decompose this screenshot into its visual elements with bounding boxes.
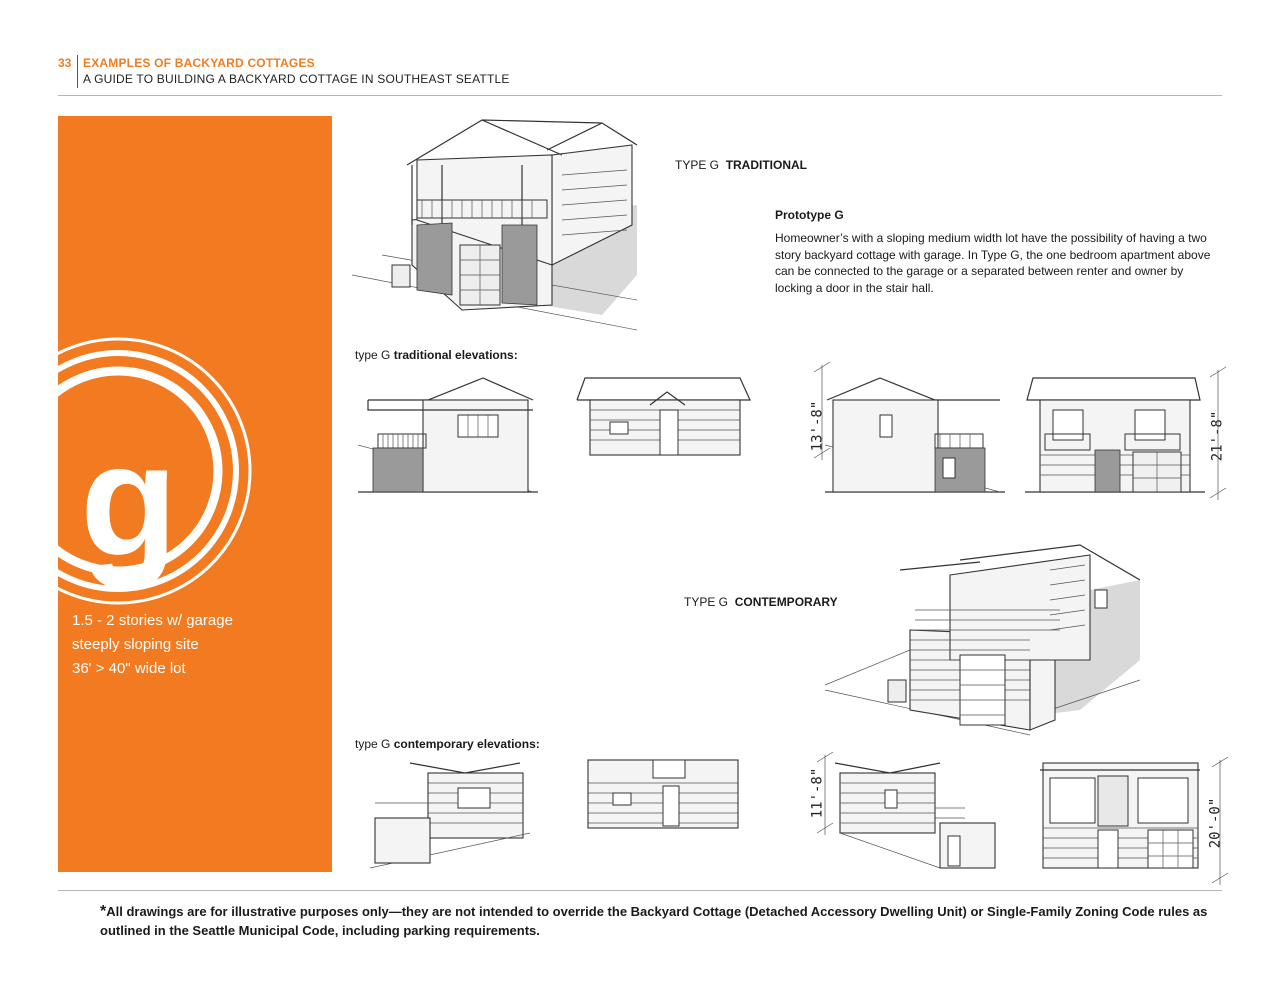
traditional-type-label — [675, 158, 807, 172]
contemporary-type-name: CONTEMPORARY — [734, 595, 838, 609]
traditional-dimension-line-right — [1208, 365, 1228, 505]
footer-rule — [58, 890, 1222, 891]
page-subtitle: A GUIDE TO BUILDING A BACKYARD COTTAGE IN SOUTHEAST SEATTLE — [83, 72, 510, 86]
traditional-elev-title: traditional elevations: — [393, 348, 518, 362]
type-letter: g — [80, 410, 178, 589]
footnote-marker: * — [100, 903, 107, 920]
header-rule — [58, 95, 1222, 96]
traditional-type-prefix: TYPE G — [675, 158, 720, 172]
traditional-elevations-label — [355, 348, 518, 362]
panel-line-site: steeply sloping site — [72, 636, 199, 653]
contemporary-elevation-front — [583, 758, 743, 833]
traditional-elevation-side — [358, 370, 538, 495]
contemporary-type-prefix: TYPE G — [684, 595, 729, 609]
traditional-elevation-front — [575, 370, 755, 460]
footnote-text: All drawings are for illustrative purposes only—they are not intended to override the Backyard Cottage (Detached Accessory Dwelling Unit) or Single-Family Zoning Code rules as outlined in the Seattle Municipal Code, including parking requirements. — [100, 904, 1208, 938]
contemporary-elevation-rear — [1038, 758, 1203, 873]
prototype-title: Prototype G — [775, 208, 844, 222]
traditional-elev-prefix: type G — [355, 348, 391, 362]
traditional-dimension-line-left — [812, 360, 832, 465]
panel-line-lot: 36' > 40" wide lot — [72, 660, 186, 677]
contemporary-elevations-label — [355, 737, 540, 751]
contemporary-type-label — [684, 595, 838, 609]
page-number: 33 — [58, 56, 72, 70]
contemporary-height-dimension-right: 20'-0" — [1207, 797, 1224, 849]
traditional-type-name: TRADITIONAL — [725, 158, 808, 172]
contemporary-perspective-drawing — [820, 540, 1140, 745]
contemporary-elevation-side-2 — [830, 758, 1005, 873]
contemporary-dimension-line-right — [1210, 755, 1230, 890]
traditional-elevation-rear — [1025, 370, 1205, 495]
contemporary-elev-prefix: type G — [355, 737, 391, 751]
traditional-elevation-side-2 — [825, 370, 1005, 495]
footnote — [100, 902, 1220, 940]
contemporary-elev-title: contemporary elevations: — [393, 737, 540, 751]
panel-line-stories: 1.5 - 2 stories w/ garage — [72, 612, 233, 629]
contemporary-height-dimension-left: 11'-8" — [809, 767, 826, 819]
header-divider — [77, 55, 78, 88]
contemporary-elevation-side — [370, 758, 540, 873]
page-title: EXAMPLES OF BACKYARD COTTAGES — [83, 56, 315, 70]
traditional-height-dimension-left: 13'-8" — [809, 400, 826, 452]
traditional-perspective-drawing — [352, 115, 642, 335]
traditional-height-dimension-right: 21'-8" — [1209, 410, 1226, 462]
prototype-description: Homeowner’s with a sloping medium width lot have the possibility of having a two story backyard cottage with garage. In Type G, the one bedroom apartment above can be connected to the garage or a separated between renter and owner by locking a door in the stair hall. — [775, 231, 1211, 295]
